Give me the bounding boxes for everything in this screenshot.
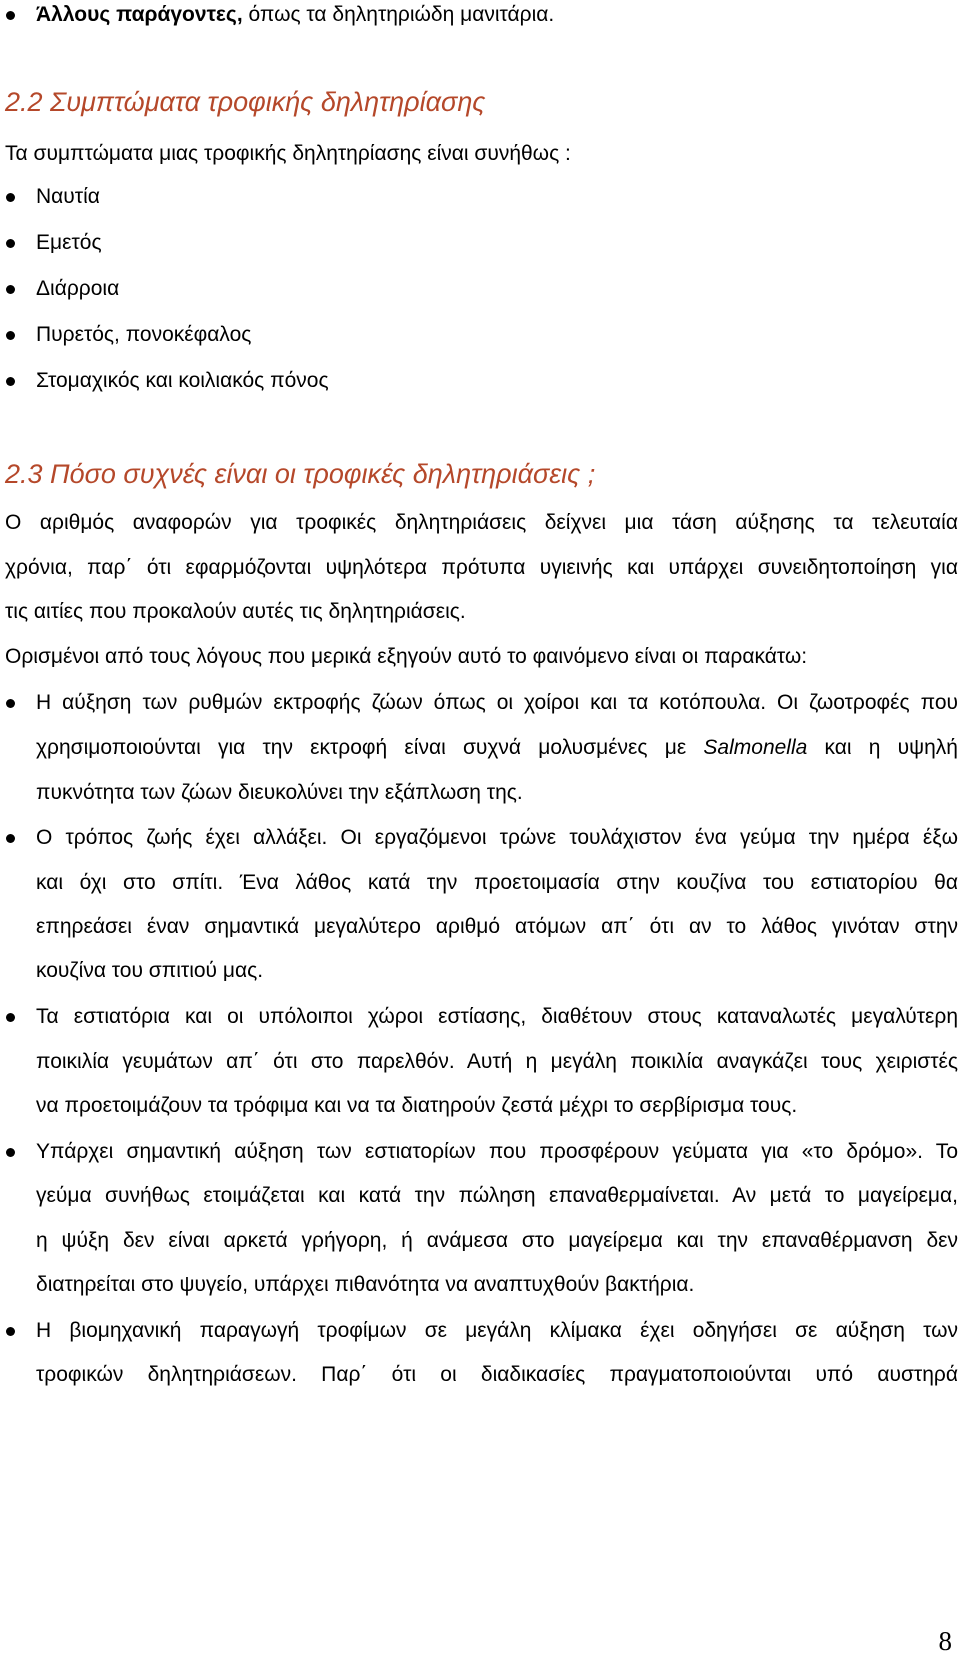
paragraph: Ορισμένοι από τους λόγους που μερικά εξηγούν αυτό το φαινόμενο είναι οι παρακάτω:: [5, 645, 808, 668]
list-item-text: Πυρετός, πονοκέφαλος: [36, 323, 252, 346]
list-item-line: κουζίνα του σπιτιού μας.: [36, 959, 264, 982]
paragraph-line: Ο αριθμός αναφορών για τροφικές δηλητηριάσεις δείχνει μια τάση αύξησης τα τελευταία: [5, 511, 958, 534]
list-item-line: επηρεάσει έναν σημαντικά μεγαλύτερο αριθμό ατόμων απ΄ ότι αν το λάθος γινόταν στην: [36, 915, 958, 938]
list-item-line: Ο τρόπος ζωής έχει αλλάξει. Οι εργαζόμενοι τρώνε τουλάχιστον ένα γεύμα την ημέρα έξω: [36, 826, 958, 849]
bullet-icon: [6, 1013, 15, 1022]
list-item-line: Υπάρχει σημαντική αύξηση των εστιατορίων που προσφέρουν γεύματα για «το δρόμο». Το: [36, 1140, 958, 1163]
list-item-line: και όχι στο σπίτι. Ένα λάθος κατά την προετοιμασία στην κουζίνα του εστιατορίου θα: [36, 871, 958, 894]
list-item-text: Διάρροια: [36, 277, 120, 300]
bullet-icon: [6, 331, 15, 340]
section-heading: 2.3 Πόσο συχνές είναι οι τροφικές δηλητηριάσεις ;: [5, 459, 596, 489]
list-item-line: η ψύξη δεν είναι αρκετά γρήγορη, ή ανάμεσα στο μαγείρεμα και την επαναθέρμανση δεν: [36, 1229, 958, 1252]
bullet-icon: [6, 239, 15, 248]
section-heading: 2.2 Συμπτώματα τροφικής δηλητηρίασης: [5, 87, 486, 117]
list-item-text: Ναυτία: [36, 185, 100, 208]
paragraph-line: χρόνια, παρ΄ ότι εφαρμόζονται υψηλότερα πρότυπα υγιεινής και υπάρχει συνειδητοποίηση για: [5, 556, 958, 579]
bullet-icon: [6, 193, 15, 202]
list-item-text: Εμετός: [36, 231, 102, 254]
list-item-line: Η βιομηχανική παραγωγή τροφίμων σε μεγάλη κλίμακα έχει οδηγήσει σε αύξηση των: [36, 1319, 958, 1342]
list-item-text: Στομαχικός και κοιλιακός πόνος: [36, 369, 329, 392]
bullet-icon: [6, 834, 15, 843]
list-item-line: ποικιλία γευμάτων απ΄ ότι στο παρελθόν. Αυτή η μεγάλη ποικιλία αναγκάζει τους χειριστές: [36, 1050, 958, 1073]
paragraph: Τα συμπτώματα μιας τροφικής δηλητηρίασης είναι συνήθως :: [5, 142, 571, 165]
bullet-icon: [6, 11, 15, 20]
list-item-line: Τα εστιατόρια και οι υπόλοιποι χώροι εστίασης, διαθέτουν στους καταναλωτές μεγαλύτερη: [36, 1005, 958, 1028]
list-item-line: διατηρείται στο ψυγείο, υπάρχει πιθανότητα να αναπτυχθούν βακτήρια.: [36, 1273, 695, 1296]
italic-term: Salmonella: [703, 736, 808, 759]
list-item-line: να προετοιμάζουν τα τρόφιμα και να τα διατηρούν ζεστά μέχρι το σερβίρισμα τους.: [36, 1094, 798, 1117]
bullet-icon: [6, 377, 15, 386]
list-item-text: όπως τα δηλητηριώδη μανιτάρια.: [242, 3, 555, 26]
bullet-icon: [6, 699, 15, 708]
paragraph-line: τις αιτίες που προκαλούν αυτές τις δηλητηριάσεις.: [5, 600, 466, 623]
list-item-line: χρησιμοποιούνται για την εκτροφή είναι συχνά μολυσμένες με Salmonella και η υψηλή: [36, 736, 958, 759]
list-item-line: γεύμα συνήθως ετοιμάζεται και κατά την πώληση επαναθερμαίνεται. Αν μετά το μαγείρεμα,: [36, 1184, 958, 1207]
list-item-line: τροφικών δηλητηριάσεων. Παρ΄ ότι οι διαδικασίες πραγματοποιούνται υπό αυστηρά: [36, 1363, 958, 1386]
bullet-icon: [6, 1327, 15, 1336]
bold-lead: Άλλους παράγοντες,: [36, 3, 243, 26]
list-item-line: πυκνότητα των ζώων διευκολύνει την εξάπλωση της.: [36, 781, 523, 804]
bullet-icon: [6, 285, 15, 294]
bullet-icon: [6, 1148, 15, 1157]
page-number: 8: [938, 1626, 952, 1656]
list-item-line: Η αύξηση των ρυθμών εκτροφής ζώων όπως οι χοίροι και τα κοτόπουλα. Οι ζωοτροφές που: [36, 691, 958, 714]
